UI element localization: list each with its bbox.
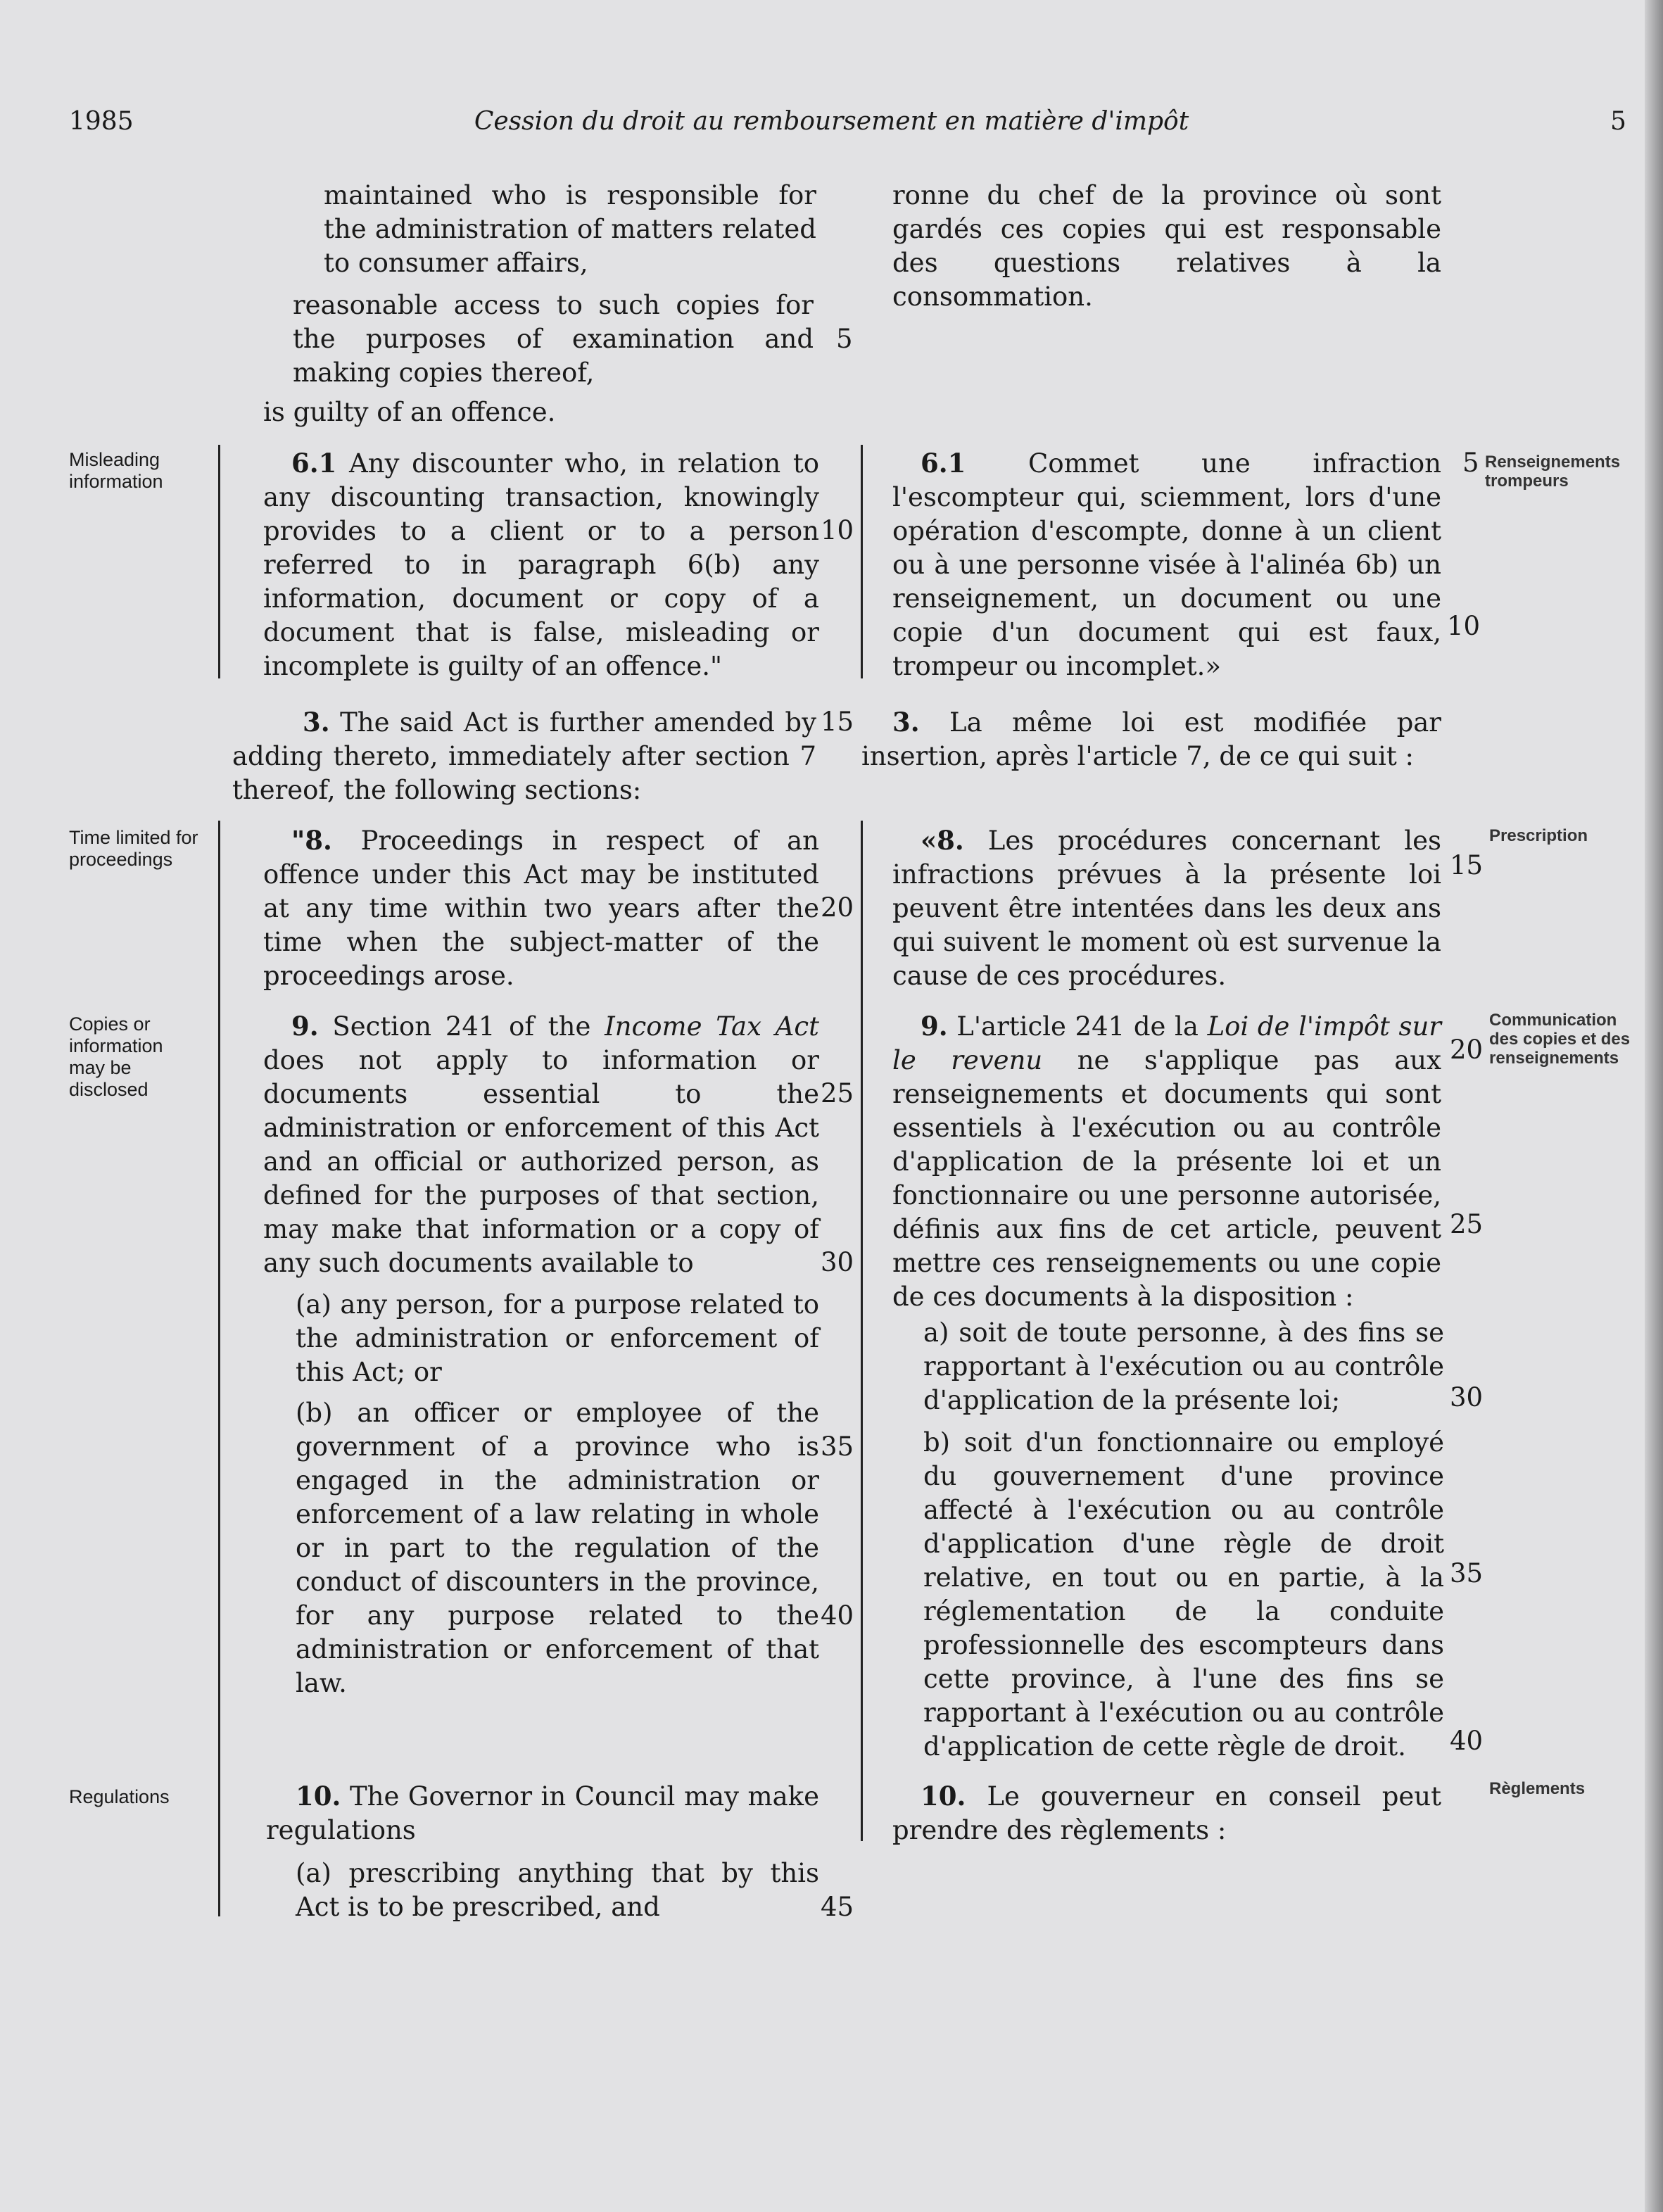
en-section-8: "8. Proceedings in respect of an offence under this Act may be instituted at any time within two years after the time when the subject-matter of the proceedings arose.: [263, 825, 819, 991]
fr-line-number: 15: [1450, 850, 1484, 880]
en-section-10-a: (a) prescribing anything that by this Act is to be prescribed, and: [296, 1858, 819, 1922]
margin-bar: [218, 821, 220, 1916]
margin-note-time-limited: Time limited for proceedings: [69, 827, 198, 870]
en-cont-a: maintained who is responsible for the administration of matters related to consumer affairs,: [324, 180, 816, 278]
margin-note-regulations: Regulations: [69, 1786, 170, 1807]
en-section-9-a: (a) any person, for a purpose related to the administration or enforcement of this Act; or: [296, 1289, 819, 1387]
en-line-number: 25: [821, 1078, 854, 1108]
fr-section-10: 10. Le gouverneur en conseil peut prendre des règlements :: [892, 1781, 1442, 1845]
fr-line-number: 40: [1450, 1726, 1484, 1756]
fr-section-6-1: 6.1 Commet une infraction l'escompteur qui, sciemment, lors d'une opération d'escompte, donne à un client ou à une personne visée à l'alinéa 6b) un renseignement, un document ou une copie d'un document qui est faux, trompeur ou incomplet.»: [892, 448, 1441, 681]
margin-note-copies: Copies or information may be disclosed: [69, 1013, 163, 1100]
header-title: Cession du droit au remboursement en matière d'impôt: [474, 107, 1189, 136]
fr-line-number: 10: [1447, 611, 1481, 641]
margin-bar: [861, 821, 863, 1841]
fr-line-number: 5: [1462, 448, 1479, 478]
en-section-3: 3. The said Act is further amended by adding thereto, immediately after section 7 thereof, the following sections:: [232, 707, 816, 805]
fr-section-9: 9. L'article 241 de la Loi de l'impôt sur le revenu ne s'applique pas aux renseignements et documents qui sont essentiels à l'exécution ou au contrôle d'application de la présente loi et un fonctionnaire ou une personne autorisée, définis aux fins de cet article, peuvent mettre ces renseignements ou une copie de ces documents à la disposition :: [892, 1011, 1441, 1312]
en-line-number: 40: [821, 1600, 854, 1631]
fr-line-number: 20: [1450, 1035, 1484, 1065]
en-line-number: 45: [821, 1892, 854, 1922]
en-line-number: 20: [821, 892, 854, 923]
margin-note-misleading: Misleading information: [69, 449, 163, 492]
en-line-number: 30: [821, 1247, 854, 1277]
en-line-number: 5: [836, 324, 853, 354]
fr-line-number: 30: [1450, 1382, 1484, 1412]
en-section-6-1: 6.1 Any discounter who, in relation to any discounting transaction, knowingly provides to a client or to a person referred to in paragraph 6(b) any information, document or copy of a document that is false, misleading or incomplete is guilty of an offence.": [263, 448, 819, 681]
fr-section-9-a: a) soit de toute personne, à des fins se rapportant à l'exécution ou au contrôle d'application de la présente loi;: [923, 1317, 1444, 1415]
fr-line-number: 35: [1450, 1558, 1484, 1588]
en-cont-c: is guilty of an offence.: [263, 397, 556, 427]
en-cont-b: reasonable access to such copies for the purposes of examination and making copies thereof,: [293, 290, 814, 388]
fr-cont: ronne du chef de la province où sont gardés ces copies qui est responsable des questions relatives à la consommation.: [892, 180, 1441, 312]
fr-line-number: 25: [1450, 1209, 1484, 1239]
en-section-9: 9. Section 241 of the Income Tax Act does not apply to information or documents essential to the administration or enforcement of this Act and an official or authorized person, as defined for the purposes of that section, may make that information or a copy of any such documents available to: [263, 1011, 819, 1278]
margin-bar: [861, 445, 863, 678]
en-line-number: 15: [821, 707, 854, 737]
fr-section-8: «8. Les procédures concernant les infractions prévues à la présente loi peuvent être intentées dans les deux ans qui suivent le moment où est survenue la cause de ces procédures.: [892, 825, 1441, 991]
fr-section-9-b: b) soit d'un fonctionnaire ou employé du gouvernement d'une province affecté à l'exécution ou au contrôle d'application d'une règle de droit relative, en tout ou en partie, à la réglementation de la conduite professionnelle des escompteurs dans cette province, à l'une des fins se rapportant à l'exécution ou au contrôle d'application de cette règle de droit.: [923, 1427, 1444, 1762]
page-edge-shadow: [1645, 0, 1663, 2212]
en-line-number: 10: [821, 515, 854, 545]
margin-note-communication: Communication des copies et des renseignements: [1489, 1011, 1631, 1068]
header-year: 1985: [69, 107, 134, 136]
margin-note-renseignements: Renseignements trompeurs: [1485, 453, 1621, 491]
margin-note-reglements: Règlements: [1489, 1779, 1586, 1798]
margin-bar: [218, 445, 220, 678]
fr-section-3: 3. La même loi est modifiée par insertion, après l'article 7, de ce qui suit :: [861, 707, 1441, 771]
en-section-9-b: (b) an officer or employee of the government of a province who is engaged in the administration or enforcement of a law relating in whole or in part to the regulation of the conduct of discounters in the province, for any purpose related to the administration or enforcement of that law.: [296, 1398, 819, 1698]
en-line-number: 35: [821, 1432, 854, 1462]
page-number: 5: [1610, 107, 1626, 136]
margin-note-prescription: Prescription: [1489, 826, 1588, 845]
en-section-10: 10. The Governor in Council may make regulations: [266, 1781, 819, 1845]
